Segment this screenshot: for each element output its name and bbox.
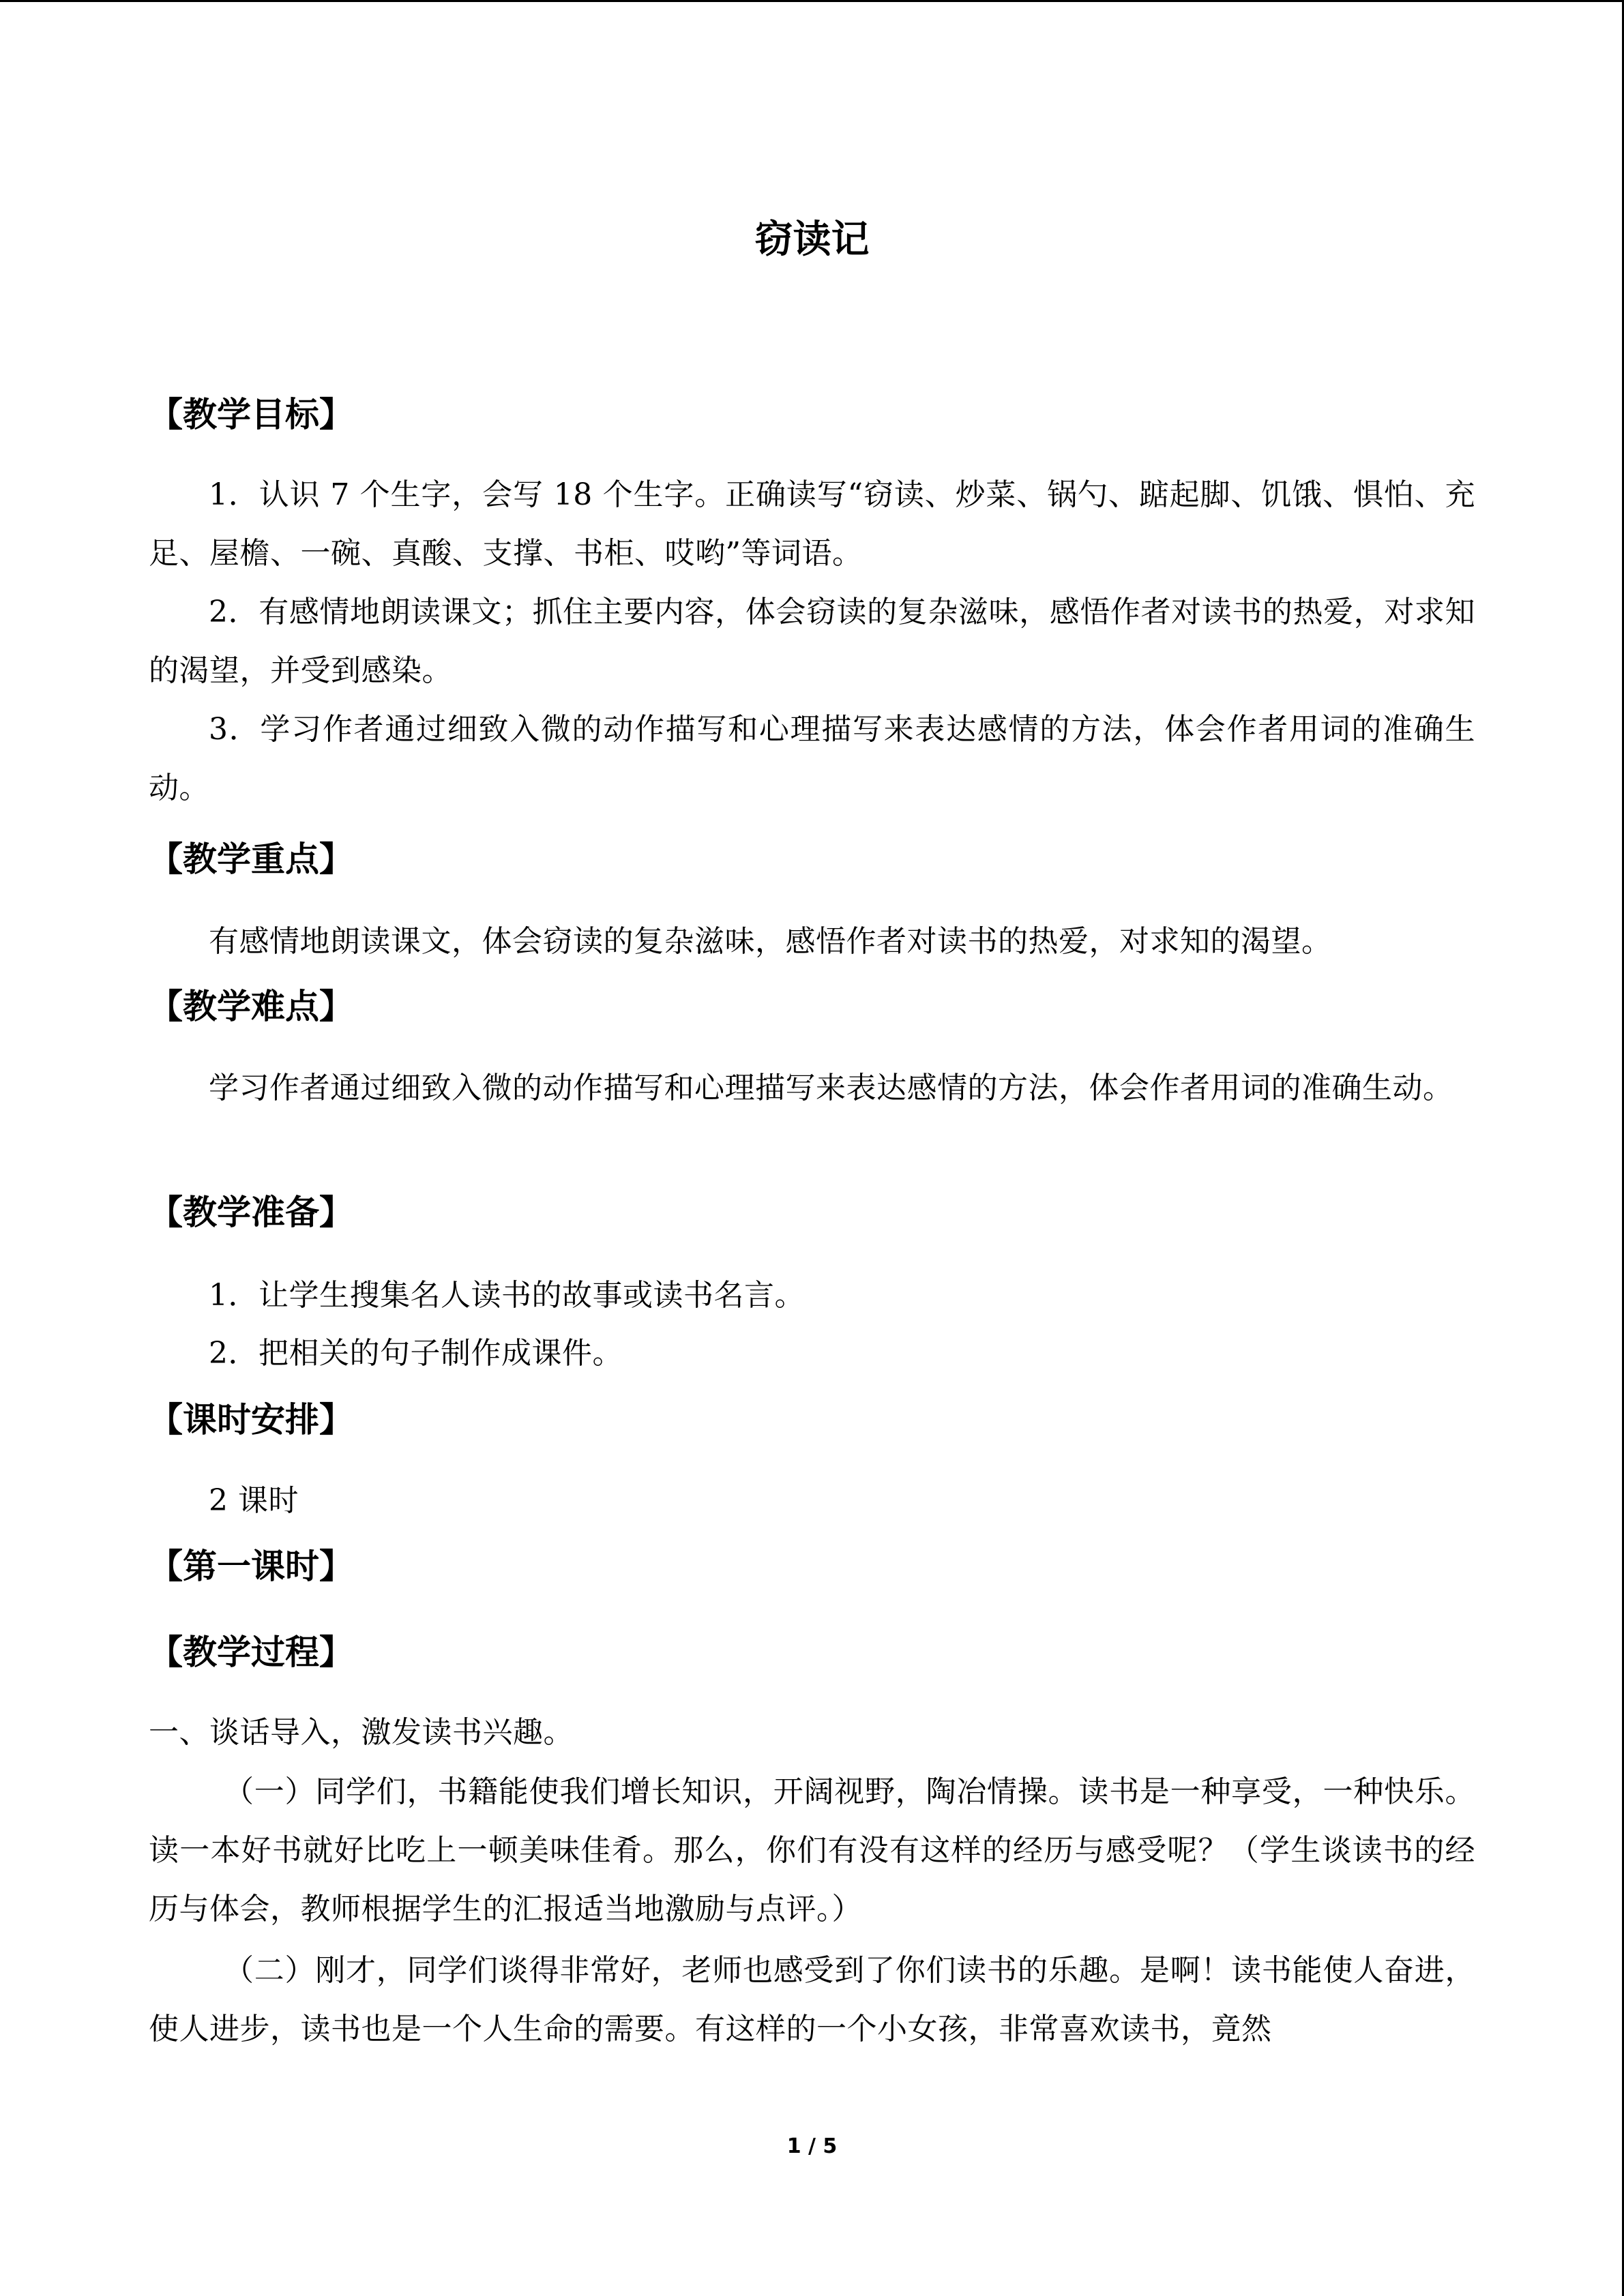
document-title: 窃读记 bbox=[754, 218, 870, 262]
goals-heading: 【教学目标】 bbox=[149, 395, 353, 434]
process-paragraph-1: （一）同学们，书籍能使我们增长知识，开阔视野，陶冶情操。读书是一种享受，一种快乐。读一本好书就好比吃上一顿美味佳肴。那么，你们有没有这样的经历与感受呢？（学生谈读书的经历与体会，教师根据学生的汇报适当地激励与点评。） bbox=[149, 1774, 1475, 1926]
process-paragraph-2: （二）刚才，同学们谈得非常好，老师也感受到了你们读书的乐趣。是啊！读书能使人奋进，使人进步，读书也是一个人生命的需要。有这样的一个小女孩，非常喜欢读书，竟然 bbox=[149, 1953, 1475, 2046]
goal-item-2: 2．有感情地朗读课文；抓住主要内容，体会窃读的复杂滋味，感悟作者对读书的热爱，对求知的渴望，并受到感染。 bbox=[149, 595, 1475, 688]
difficulty-text: 学习作者通过细致入微的动作描写和心理描写来表达感情的方法，体会作者用词的准确生动。 bbox=[209, 1071, 1453, 1105]
preparation-item-2: 2．把相关的句子制作成课件。 bbox=[209, 1336, 623, 1371]
page-number: 1 / 5 bbox=[786, 2134, 838, 2158]
difficulty-heading: 【教学难点】 bbox=[149, 987, 353, 1026]
page-top-border bbox=[0, 0, 1624, 2]
key-points-heading: 【教学重点】 bbox=[149, 839, 353, 879]
goal-item-3: 3．学习作者通过细致入微的动作描写和心理描写来表达感情的方法，体会作者用词的准确生动。 bbox=[149, 712, 1475, 805]
first-lesson-heading: 【第一课时】 bbox=[149, 1547, 353, 1586]
preparation-item-1: 1．让学生搜集名人读书的故事或读书名言。 bbox=[209, 1278, 805, 1313]
preparation-heading: 【教学准备】 bbox=[149, 1193, 353, 1232]
process-heading: 【教学过程】 bbox=[149, 1632, 353, 1672]
process-step-1: 一、谈话导入，激发读书兴趣。 bbox=[149, 1715, 574, 1750]
schedule-heading: 【课时安排】 bbox=[149, 1400, 353, 1440]
key-points-text: 有感情地朗读课文，体会窃读的复杂滋味，感悟作者对读书的热爱，对求知的渴望。 bbox=[209, 924, 1332, 959]
schedule-text: 2 课时 bbox=[209, 1483, 299, 1518]
goal-item-1: 1．认识 7 个生字，会写 18 个生字。正确读写“窃读、炒菜、锅勺、踮起脚、饥饿、惧怕、充足、屋檐、一碗、真酸、支撑、书柜、哎哟”等词语。 bbox=[149, 477, 1475, 571]
